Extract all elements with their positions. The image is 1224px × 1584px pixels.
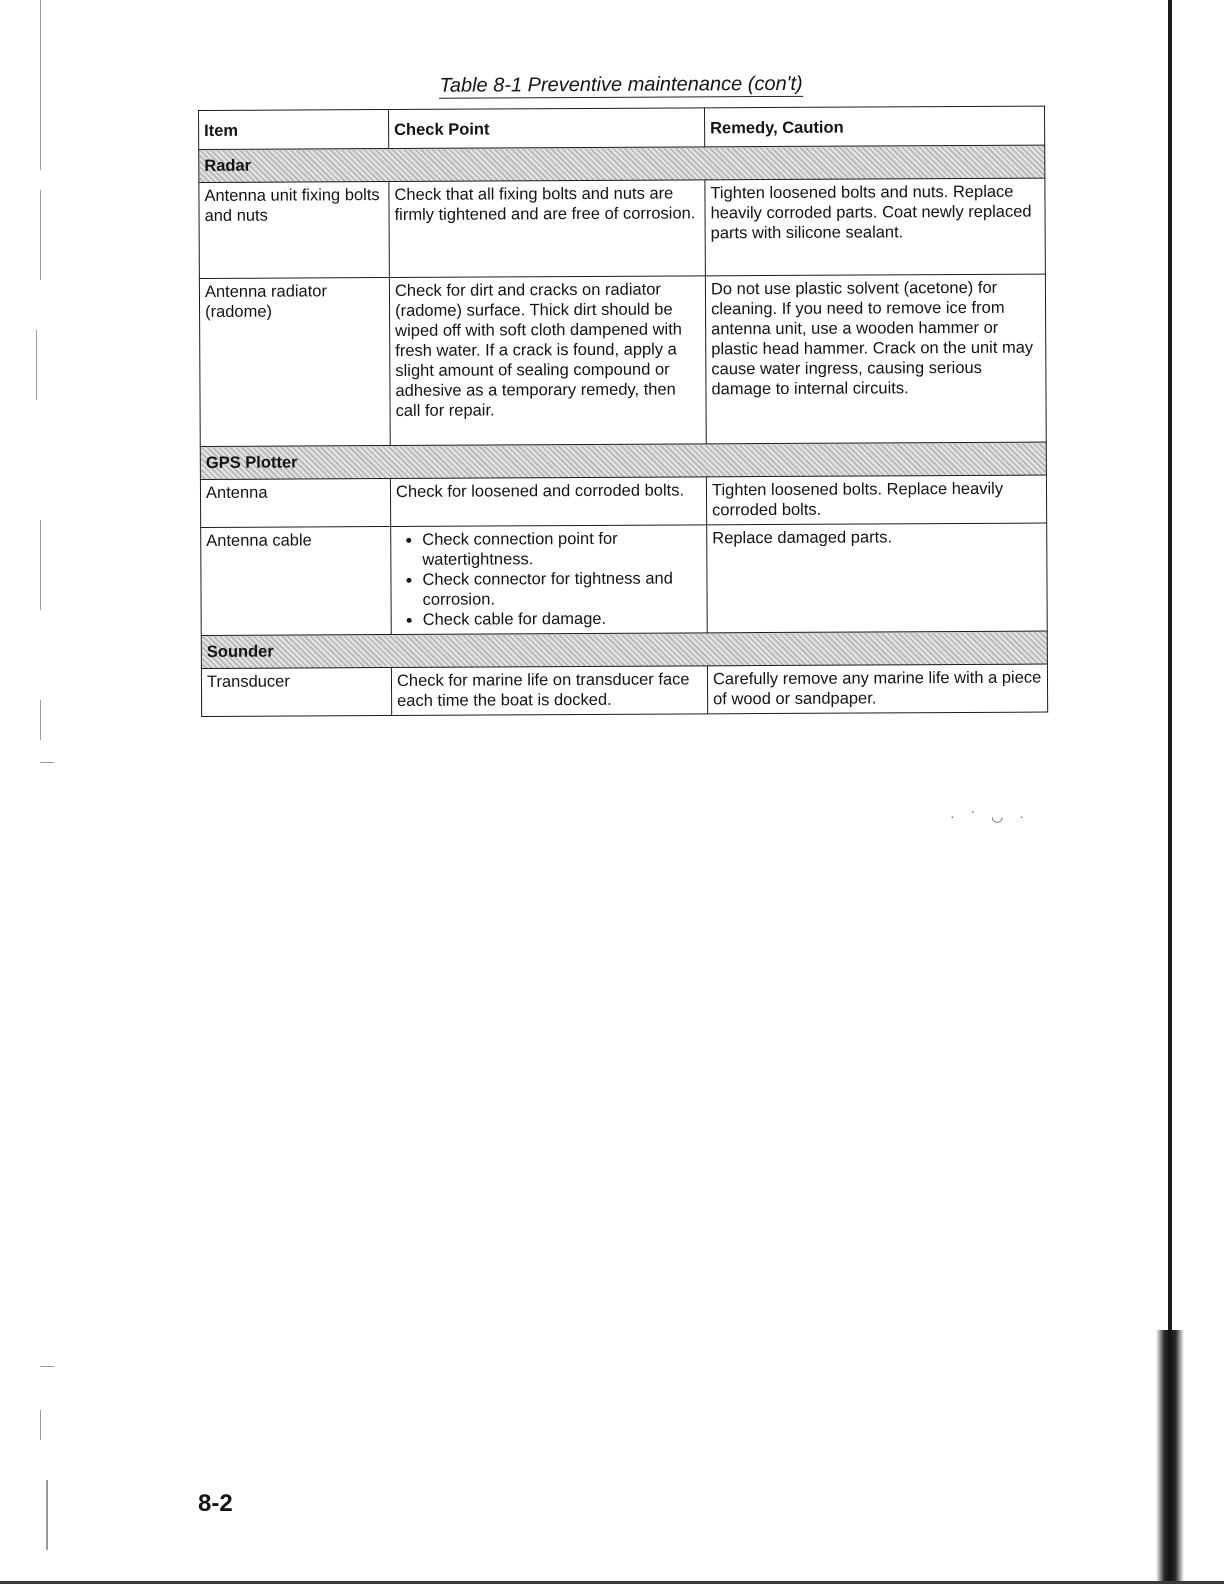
remedy-cell: Tighten loosened bolts and nuts. Replace heavily corroded parts. Coat newly replaced parts with silicone sealant. xyxy=(705,178,1045,276)
header-remedy-caution: Remedy, Caution xyxy=(704,106,1044,147)
bullet-item: • Check connector for tightness and corrosion. xyxy=(422,568,701,609)
table-row xyxy=(200,475,1046,527)
item-cell: Transducer xyxy=(201,667,391,716)
table-caption: Table 8-1 Preventive maintenance (con't) xyxy=(439,72,803,97)
item-cell: Antenna radiator (radome) xyxy=(199,278,390,447)
table-row xyxy=(201,664,1047,716)
bullet-item: • Check connection point for watertightness. xyxy=(422,528,701,569)
check-point-cell: Check for loosened and corroded bolts. xyxy=(390,477,706,527)
preventive-maintenance-table xyxy=(198,106,1048,717)
stray-scan-marks: · ˋ ◡ · xyxy=(950,808,1030,824)
section-sounder xyxy=(201,631,1047,668)
check-point-cell: Check that all fixing bolts and nuts are firmly tightened and are free of corrosion. xyxy=(389,180,705,278)
section-radar xyxy=(199,145,1045,182)
section-title: Radar xyxy=(199,145,1045,182)
page-number: 8-2 xyxy=(198,1490,233,1517)
table-row xyxy=(201,523,1048,635)
table-row xyxy=(199,274,1046,446)
check-point-cell: Check for dirt and cracks on radiator (radome) surface. Thick dirt should be wiped off with soft cloth dampened with fresh water. If a crack is found, apply a slight amount of sealing compound or adhesive as a temporary remedy, then call for repair. xyxy=(389,276,706,446)
section-gps-plotter xyxy=(200,442,1046,479)
remedy-cell: Tighten loosened bolts. Replace heavily corroded bolts. xyxy=(706,475,1046,525)
section-title: Sounder xyxy=(201,631,1047,668)
table-row xyxy=(199,178,1045,278)
left-margin-scan-marks xyxy=(0,0,60,1584)
check-point-cell: Check for marine life on transducer face each time the boat is docked. xyxy=(391,666,707,716)
item-cell: Antenna xyxy=(200,478,390,527)
item-cell: Antenna cable xyxy=(201,526,392,635)
remedy-cell: Do not use plastic solvent (acetone) for cleaning. If you need to remove ice from antenna unit, use a wooden hammer or plastic head hammer. Crack on the unit may cause water ingress, causing serious damage to internal circuits. xyxy=(705,274,1046,444)
remedy-cell: Carefully remove any marine life with a piece of wood or sandpaper. xyxy=(707,664,1047,714)
binding-edge xyxy=(1104,0,1224,1584)
remedy-cell: Replace damaged parts. xyxy=(707,523,1048,633)
item-cell: Antenna unit fixing bolts and nuts xyxy=(199,182,390,279)
header-item: Item xyxy=(199,110,389,150)
check-point-bullet-list xyxy=(396,528,702,630)
bullet-item: • Check cable for damage. xyxy=(423,608,702,629)
header-check-point: Check Point xyxy=(389,108,705,149)
check-point-cell xyxy=(391,525,708,635)
section-title: GPS Plotter xyxy=(200,442,1046,479)
table-header-row xyxy=(199,106,1045,149)
